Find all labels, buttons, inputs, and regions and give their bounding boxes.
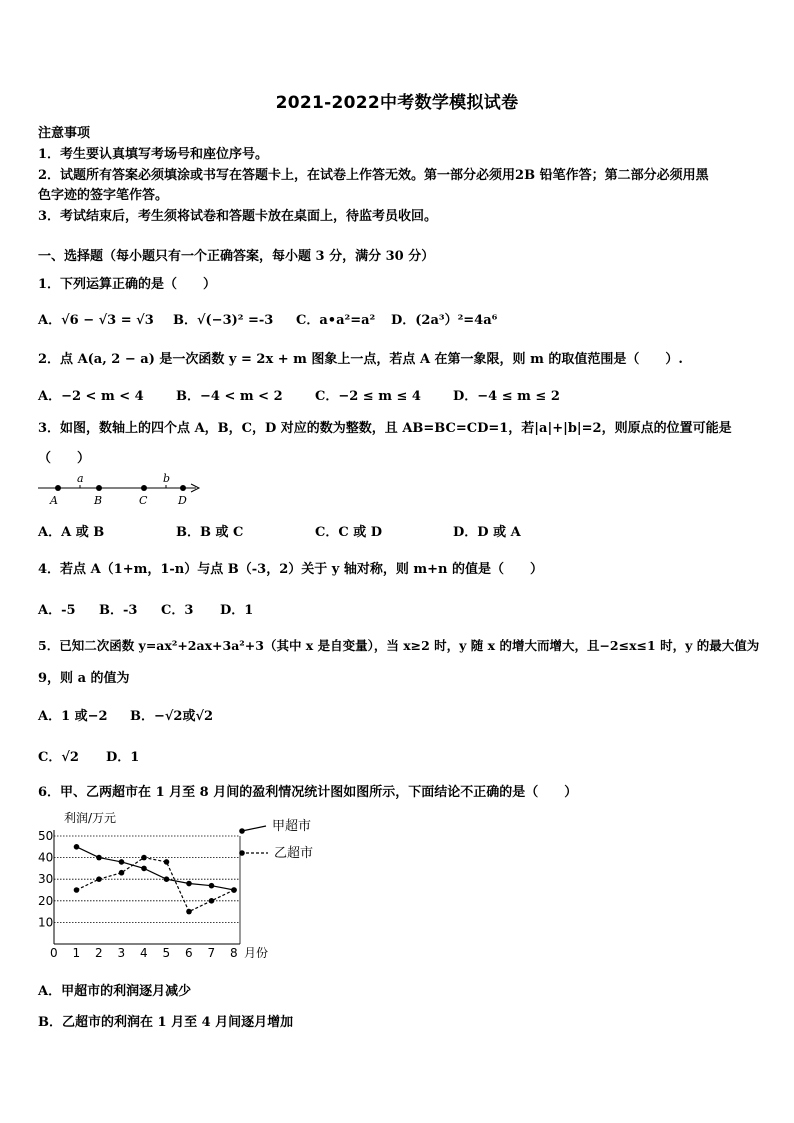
point-yi-month-8 [231, 887, 237, 893]
x-tick-3: 3 [117, 946, 126, 960]
notes-heading: 注意事项 [38, 126, 91, 141]
point-jia-month-5 [164, 876, 170, 882]
point-jia-month-1 [74, 844, 80, 850]
q3-option-d: D．D 或 A [453, 525, 521, 540]
q5-option-d: D．1 [106, 750, 140, 765]
x-tick-1: 1 [72, 946, 81, 960]
point-b [96, 485, 102, 491]
q3-option-a: A．A 或 B [38, 525, 105, 540]
q3-option-b: B．B 或 C [176, 525, 244, 540]
q1-stem: 1．下列运算正确的是（ ） [38, 277, 217, 292]
legend-marker-yi [239, 850, 245, 856]
q5-stem: 5．已知二次函数 y=ax²+2ax+3a²+3（其中 x 是自变量），当 x≥2 时，y 随 x 的增大而增大，且−2≤x≤1 时，y 的最大值为 [38, 638, 760, 653]
chart-ylabel: 利润/万元 [64, 811, 117, 825]
q5-option-c: C．√2 [38, 750, 79, 765]
point-yi-month-3 [119, 870, 125, 876]
chart-legend [236, 814, 336, 864]
chart-xlabel: 月份 [244, 946, 269, 960]
q3-stem-cont: （ ） [38, 451, 91, 466]
x-tick-7: 7 [207, 946, 216, 960]
y-tick-20: 20 [38, 893, 54, 908]
point-yi-month-4 [141, 855, 147, 861]
point-yi-month-2 [96, 876, 102, 882]
point-yi-month-1 [74, 887, 80, 893]
q2-option-d: D．−4 ≤ m ≤ 2 [453, 389, 560, 404]
x-tick-4: 4 [140, 946, 148, 960]
q1-option-d: D．(2a³）²=4a⁶ [391, 313, 498, 328]
y-tick-40: 40 [38, 850, 54, 865]
q2-stem: 2．点 A(a, 2 − a) 是一次函数 y = 2x + m 图象上一点，若点 A 在第一象限，则 m 的取值范围是（ ）. [38, 352, 683, 367]
q2-option-a: A．−2 < m < 4 [38, 389, 144, 404]
label-point-d: D [178, 494, 187, 507]
point-c [141, 485, 147, 491]
q5-stem-cont: 9，则 a 的值为 [38, 671, 130, 686]
q4-option-a: A．-5 [38, 603, 76, 618]
x-tick-2: 2 [95, 946, 103, 960]
q3-option-c: C．C 或 D [315, 525, 383, 540]
q4-option-b: B．-3 [99, 603, 138, 618]
point-yi-month-6 [186, 909, 192, 915]
q3-stem: 3．如图，数轴上的四个点 A，B，C，D 对应的数为整数，且 AB=BC=CD=1，若|a|+|b|=2，则原点的位置可能是 [38, 421, 732, 436]
q4-stem: 4．若点 A（1+m，1-n）与点 B（-3，2）关于 y 轴对称，则 m+n 的值是（ ） [38, 562, 544, 577]
note-item-2: 2．试题所有答案必须填涂或书写在答题卡上，在试卷上作答无效。第一部分必须用2B 铅笔作答；第二部分必须用黑 [38, 168, 709, 183]
label-point-c: C [139, 494, 148, 507]
point-d [180, 485, 186, 491]
y-tick-30: 30 [38, 872, 54, 887]
point-jia-month-6 [186, 881, 192, 887]
note-item-2-cont: 色字迹的签字笔作答。 [38, 188, 169, 203]
q5-option-a: A．1 或−2 [38, 709, 108, 724]
label-point-b: B [94, 494, 103, 507]
point-a [55, 485, 61, 491]
legend-label-jia: 甲超市 [272, 819, 312, 834]
q6-option-a: A．甲超市的利润逐月减少 [38, 984, 192, 999]
label-lower-a: a [77, 472, 84, 485]
q6-option-b: B．乙超市的利润在 1 月至 4 月间逐月增加 [38, 1015, 294, 1030]
q1-option-b: B．√(−3)² =-3 [173, 313, 274, 328]
q4-option-d: D．1 [220, 603, 254, 618]
x-tick-8: 8 [230, 946, 238, 960]
point-jia-month-2 [96, 855, 102, 861]
point-jia-month-7 [209, 883, 215, 889]
q1-option-a: A．√6 − √3 = √3 [38, 313, 154, 328]
note-item-3: 3．考试结束后，考生须将试卷和答题卡放在桌面上，待监考员收回。 [38, 209, 438, 224]
q6-stem: 6．甲、乙两超市在 1 月至 8 月间的盈利情况统计图如图所示，下面结论不正确的是（ ） [38, 785, 578, 800]
y-tick-50: 50 [38, 829, 54, 843]
page-title: 2021-2022中考数学模拟试卷 [275, 93, 519, 113]
x-tick-6: 6 [185, 946, 193, 960]
x-tick-5: 5 [162, 946, 171, 960]
q2-option-c: C．−2 ≤ m ≤ 4 [315, 389, 421, 404]
q4-option-c: C．3 [161, 603, 194, 618]
legend-line-jia [242, 826, 266, 831]
section-heading: 一、选择题（每小题只有一个正确答案，每小题 3 分，满分 30 分） [38, 249, 435, 264]
x-tick-0: 0 [50, 946, 58, 960]
label-lower-b: b [163, 472, 171, 485]
q2-option-b: B．−4 < m < 2 [176, 389, 283, 404]
legend-label-yi: 乙超市 [274, 846, 314, 861]
number-line-figure [36, 470, 206, 510]
point-jia-month-3 [119, 859, 125, 865]
label-point-a: A [50, 494, 58, 507]
q5-option-b: B．−√2或√2 [130, 709, 214, 724]
y-tick-10: 10 [38, 915, 54, 930]
point-jia-month-4 [141, 866, 147, 872]
note-item-1: 1．考生要认真填写考场号和座位序号。 [38, 147, 269, 162]
point-yi-month-5 [164, 859, 170, 865]
q1-option-c: C．a•a²=a² [296, 313, 376, 328]
point-yi-month-7 [209, 898, 215, 904]
